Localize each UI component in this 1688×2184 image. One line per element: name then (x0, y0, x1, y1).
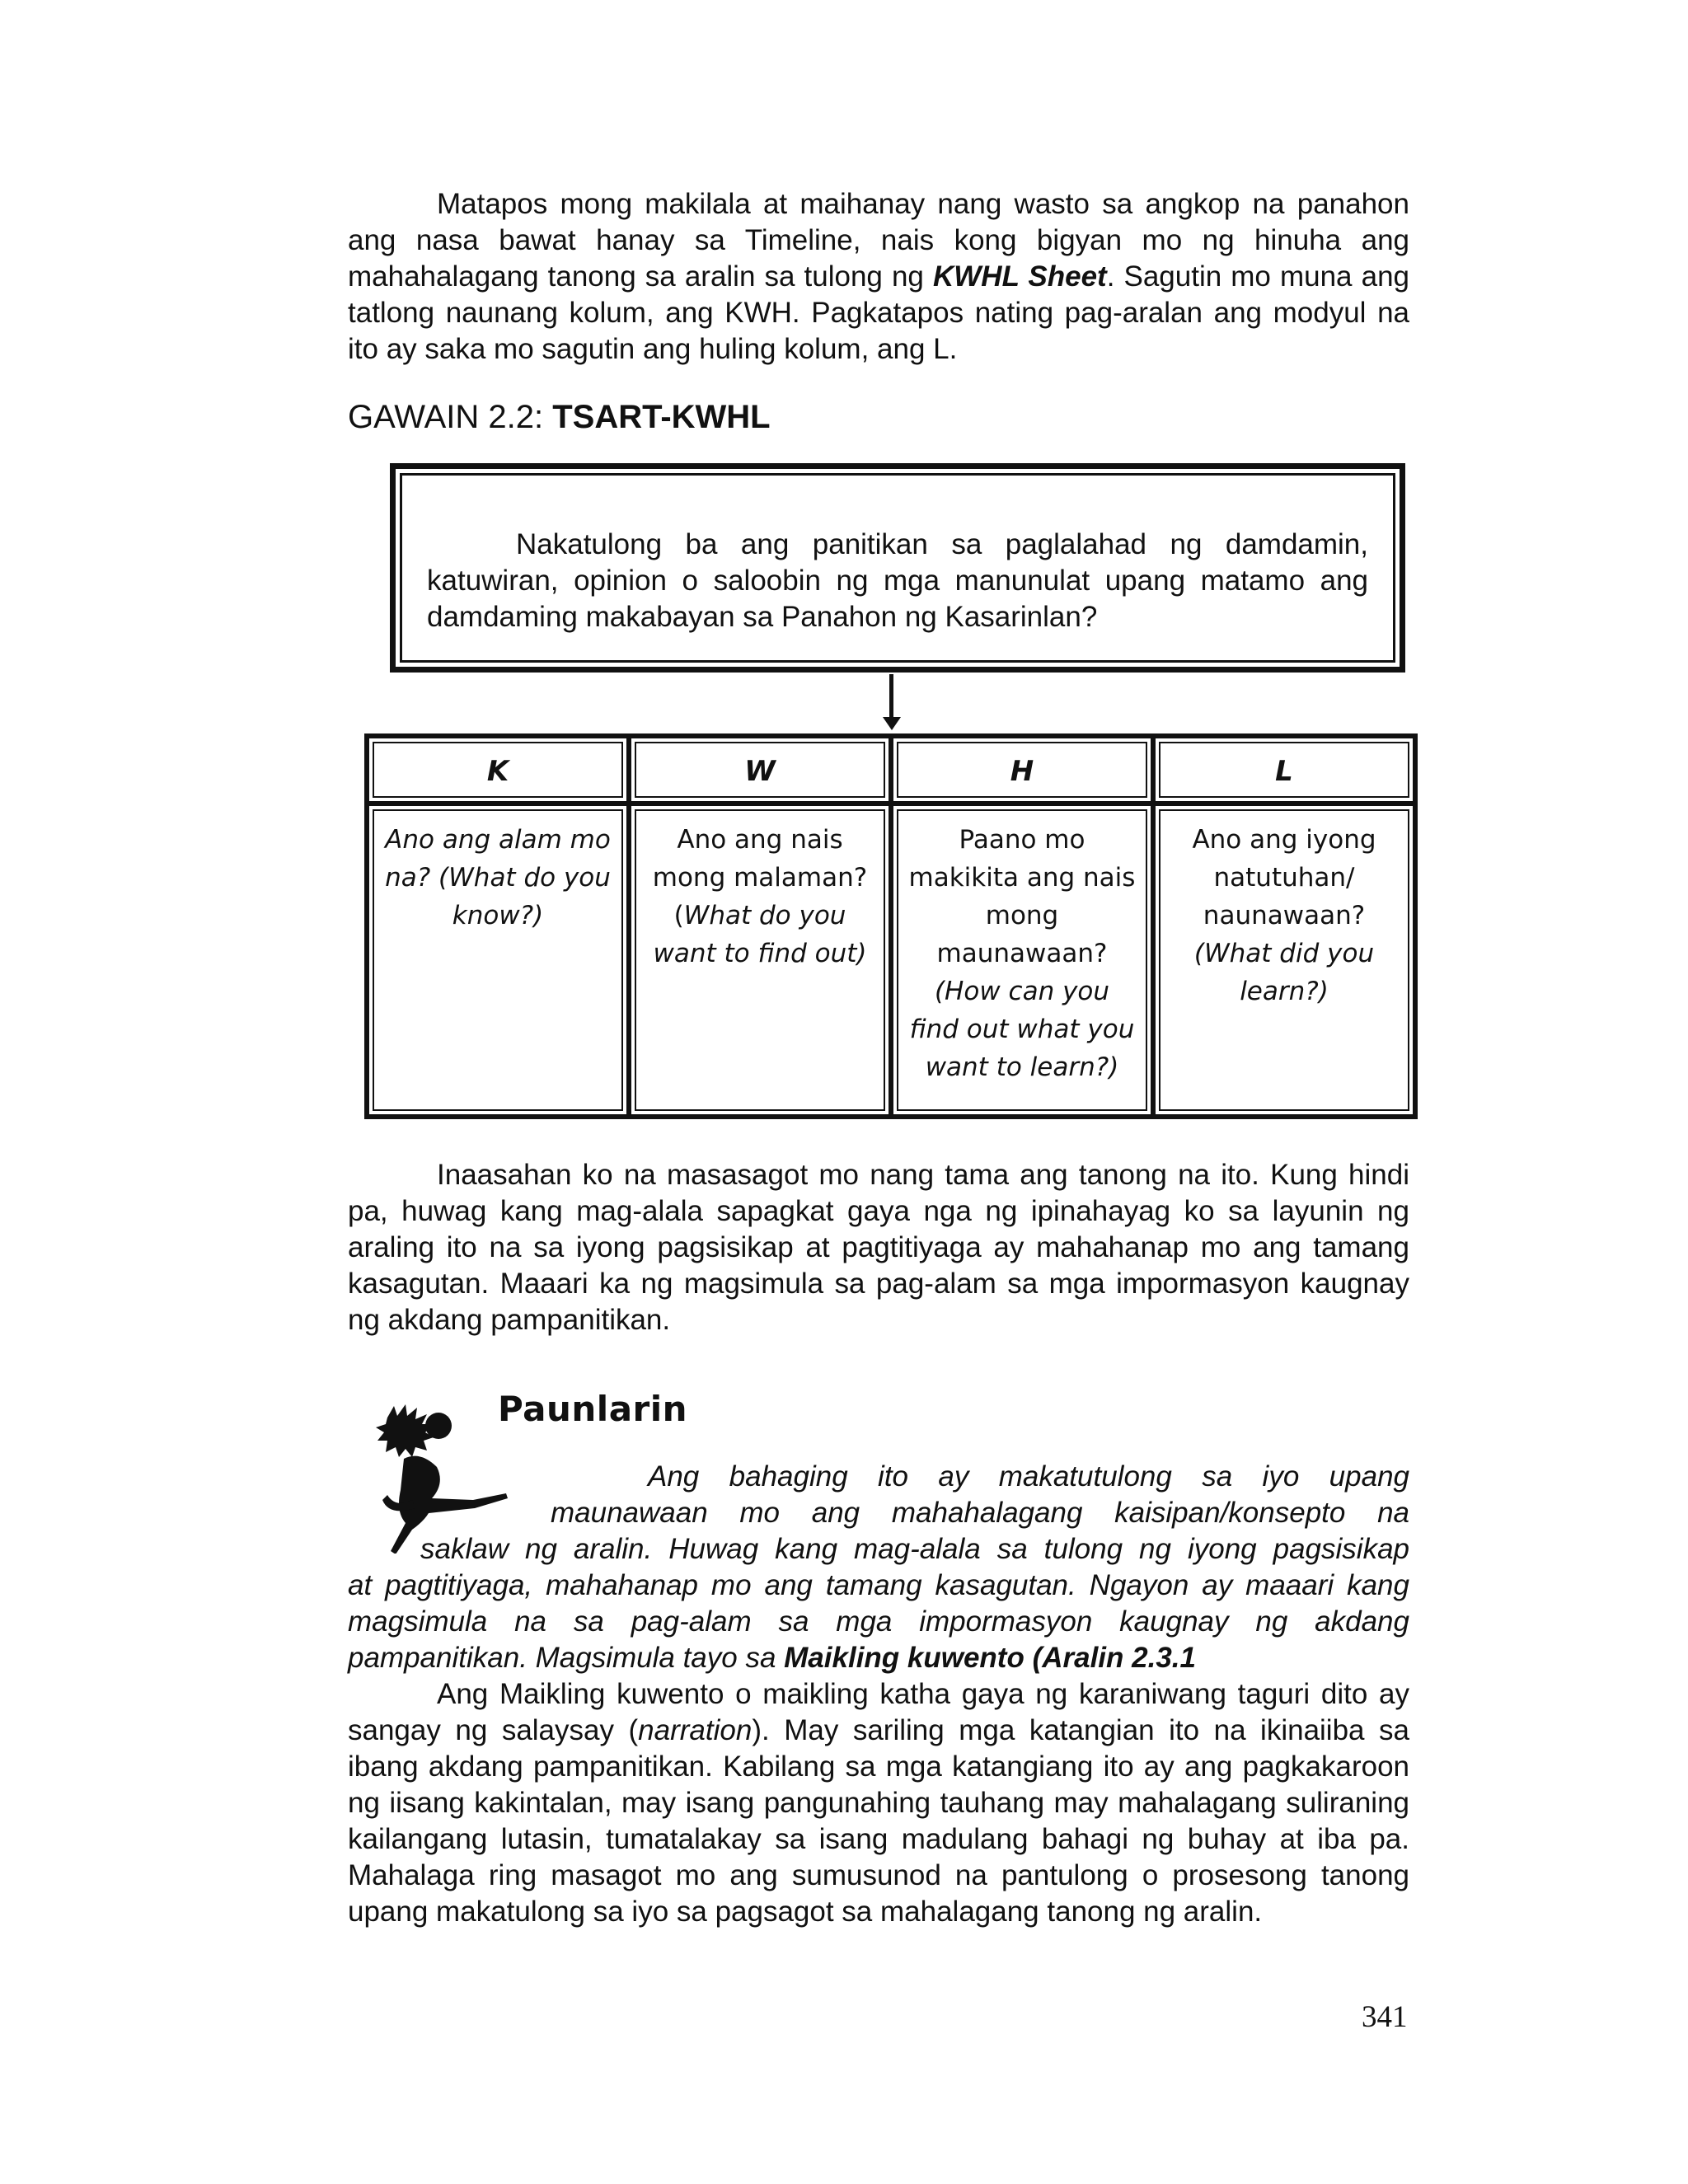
kwhl-header-w: W (631, 738, 889, 801)
paunlarin-line-1: Ang bahaging ito ay makatutulong sa iyo upang (648, 1460, 1409, 1493)
kwhl-cell-k: Ano ang alam mo na? (What do you know?) (369, 806, 626, 1114)
paunlarin-line-3: saklaw ng aralin. Huwag kang mag-alala sa tulong ng iyong pagsisikap (420, 1533, 1409, 1565)
kwhl-header-k: K (369, 738, 626, 801)
activity-title: TSART-KWHL (552, 399, 771, 435)
arrow-head-icon (883, 717, 901, 730)
essential-question-box (390, 463, 1405, 673)
kwhl-cell-l: Ano ang iyong natutuhan/ naunawaan? (What did you learn?) (1156, 806, 1413, 1114)
paunlarin-line-2: maunawaan mo ang mahahalagang kaisipan/konsepto na (551, 1497, 1409, 1529)
kwhl-cell-w: Ano ang nais mong malaman? (What do you want to find out) (631, 806, 889, 1114)
maikling-kuwento-paragraph: Ang Maikling kuwento o maikling katha gaya ng karaniwang taguri dito ay sangay ng salaysay (narration). May sariling mga katangian ito na ikinaiiba sa ibang akdang pampanitikan. Kabilang sa mga katangiang ito ay ang pagkakaroon ng iisang kakintalan, may isang pangunahing tauhang may mahalagang suliraning kailangang lutasin, tumatalakay sa isang madulang bahagi ng buhay at iba pa. Mahalaga ring masagot mo ang sumusunod na pantulong o prosesong tanong upang makatulong sa iyo sa pagsagot sa mahalagang tanong ng aralin. (348, 1678, 1409, 1928)
kwhl-header-h: H (893, 738, 1151, 801)
down-arrow-icon (889, 674, 893, 720)
activity-heading: GAWAIN 2.2: TSART-KWHL (348, 399, 771, 435)
page-number: 341 (1362, 2000, 1408, 2034)
closing-paragraph: Inaasahan ko na masasagot mo nang tama ang tanong na ito. Kung hindi pa, huwag kang mag-alala sapagkat gaya nga ng ipinahayag ko sa layunin ng araling ito na sa iyong pagsisikap at pagtitiyaga ay mahahanap mo ang tamang kasagutan. Maaari ka ng magsimula sa pag-alam sa mga impormasyon kaugnay ng akdang pampanitikan. (348, 1159, 1409, 1336)
narration-term: narration (638, 1714, 753, 1746)
maikling-kuwento-term: Maikling kuwento (Aralin 2.3.1 (784, 1642, 1196, 1674)
intro-paragraph: Matapos mong makilala at maihanay nang wasto sa angkop na panahon ang nasa bawat hanay sa Timeline, nais kong bigyan mo ng hinuha ang mahahalagang tanong sa aralin sa tulong ng KWHL Sheet. Sagutin mo muna ang tatlong naunang kolum, ang KWH. Pagkatapos nating pag-aralan ang modyul na ito ay saka mo sagutin ang huling kolum, ang L. (348, 188, 1409, 365)
kwhl-table (364, 733, 1418, 1119)
essential-question: Nakatulong ba ang panitikan sa paglalahad ng damdamin, katuwiran, opinion o saloobin ng mga manunulat upang matamo ang damdaming makabayan sa Panahon ng Kasarinlan? (400, 473, 1395, 663)
paunlarin-title: Paunlarin (498, 1389, 688, 1429)
kwhl-cell-h: Paano mo makikita ang nais mong maunawaan? (How can you find out what you want to learn?) (893, 806, 1151, 1114)
kwhl-header-l: L (1156, 738, 1413, 801)
paunlarin-paragraph: at pagtitiyaga, mahahanap mo ang tamang kasagutan. Ngayon ay maaari kang magsimula na sa pag-alam sa mga impormasyon kaugnay ng akdang pampanitikan. Magsimula tayo sa Maikling kuwento (Aralin 2.3.1 (348, 1569, 1409, 1674)
kwhl-sheet-term: KWHL Sheet (932, 260, 1107, 293)
